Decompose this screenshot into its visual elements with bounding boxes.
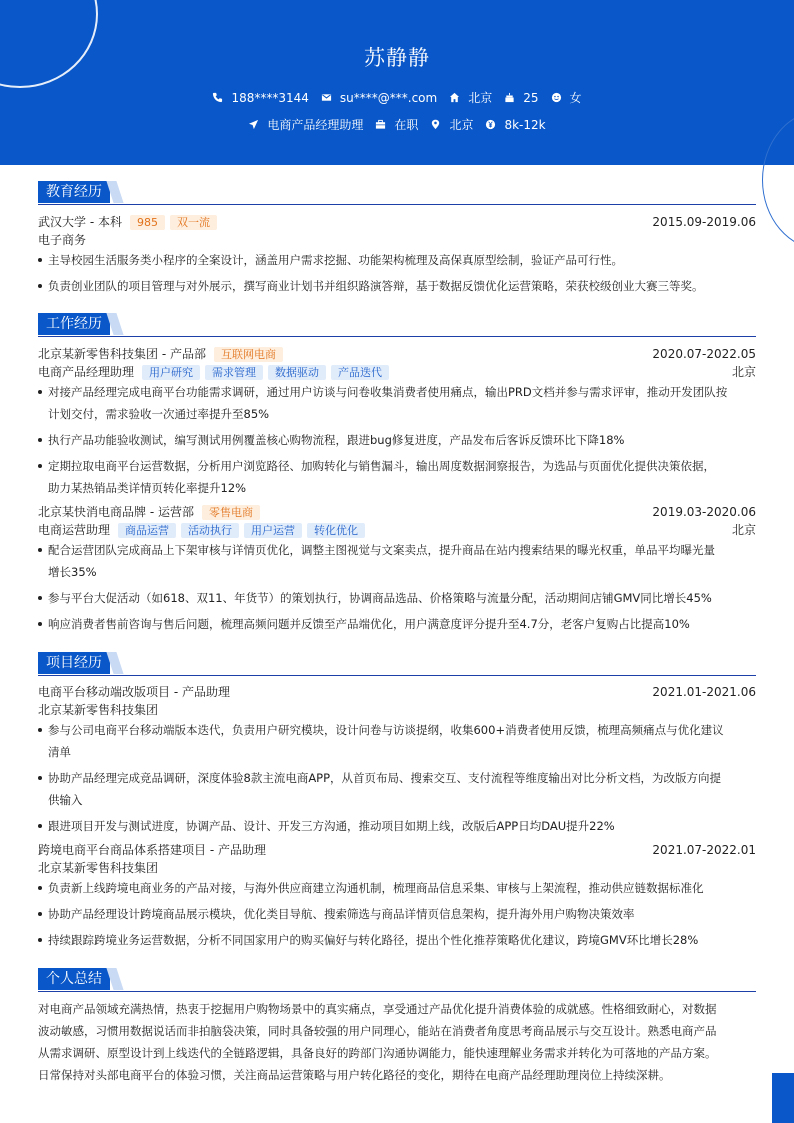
school-name: 武汉大学 - 本科 [38, 215, 122, 229]
skill-tag: 用户研究 [142, 365, 200, 380]
summary-line: 对电商产品领域充满热情，热衷于挖掘用户购物场景中的真实痛点，享受通过产品优化提升消费体验的成就感。性格细致耐心，对数据 [38, 1002, 717, 1016]
school-tag: 985 [130, 215, 165, 230]
city-info [449, 89, 492, 106]
work-location: 北京 [731, 523, 756, 537]
education-bullet: 负责创业团队的项目管理与对外展示，撰写商业计划书并组织路演答辩，基于数据反馈优化运营策略，荣获校级创业大赛三等奖。 [38, 275, 756, 297]
job-target-info [248, 116, 363, 133]
phone-icon [212, 92, 223, 103]
summary-section-header [38, 968, 756, 992]
project-bullet: 协助产品经理完成竞品调研，深度体验8款主流电商APP，从首页布局、搜索交互、支付流程等维度输出对比分析文档，为改版方向提 [38, 767, 756, 789]
industry-tag: 互联网电商 [214, 347, 283, 362]
education-date: 2015.09-2019.06 [652, 215, 756, 229]
job-title: 电商运营助理 [38, 523, 111, 537]
target-city-info [430, 116, 473, 133]
project-org-row [38, 860, 756, 876]
continuation-text: 助力某热销品类详情页转化率提升12% [48, 481, 247, 495]
project-row [38, 842, 756, 858]
work-title-row [38, 364, 756, 380]
work-bullet-continuation [38, 561, 756, 583]
company-name: 北京某新零售科技集团 - 产品部 [38, 347, 206, 361]
skill-tag: 活动执行 [181, 523, 239, 538]
skill-tag: 数据驱动 [268, 365, 326, 380]
continuation-text: 供输入 [48, 793, 83, 807]
work-bullet-continuation [38, 477, 756, 499]
home-icon [449, 92, 460, 103]
project-bullet: 参与公司电商平台移动端版本迭代，负责用户研究模块，设计问卷与访谈提纲，收集600+消费者使用反馈，梳理高频痛点与优化建议 [38, 719, 756, 741]
candidate-name: 苏静静 [364, 46, 430, 70]
age-text: 25 [523, 90, 539, 105]
phone-text: 188****3144 [231, 90, 309, 105]
work-bullet: 对接产品经理完成电商平台功能需求调研，通过用户访谈与问卷收集消费者使用痛点，输出PRD文档并参与需求评审，推动开发团队按 [38, 381, 756, 403]
summary-text [38, 998, 756, 1086]
project-row [38, 684, 756, 700]
email-text: su****@***.com [339, 90, 438, 105]
status-info [375, 116, 418, 133]
project-bullet: 跟进项目开发与测试进度，协调产品、设计、开发三方沟通，推动项目如期上线，改版后APP日均DAU提升22% [38, 815, 756, 837]
skill-tag: 需求管理 [205, 365, 263, 380]
age-info [504, 91, 538, 105]
section-title: 项目经历 [38, 652, 110, 674]
work-bullet: 参与平台大促活动（如618、双11、年货节）的策划执行，协调商品选品、价格策略与流量分配，活动期间店铺GMV同比增长45% [38, 587, 756, 609]
project-org-row [38, 702, 756, 718]
project-name: 电商平台移动端改版项目 - 产品助理 [38, 685, 230, 699]
work-section-header [38, 313, 756, 337]
work-bullet: 配合运营团队完成商品上下架审核与详情页优化，调整主图视觉与文案卖点，提升商品在站内搜索结果的曝光权重，单品平均曝光量 [38, 539, 756, 561]
project-date: 2021.07-2022.01 [652, 843, 756, 857]
work-company-row [38, 504, 756, 520]
work-date: 2020.07-2022.05 [652, 347, 756, 361]
resume-header [0, 0, 794, 165]
project-bullet: 持续跟踪跨境业务运营数据，分析不同国家用户的购买偏好与转化路径，提出个性化推荐策略优化建议，跨境GMV环比增长28% [38, 929, 756, 951]
salary-info [485, 118, 545, 132]
work-bullet: 定期拉取电商平台运营数据，分析用户浏览路径、加购转化与销售漏斗，输出周度数据洞察报告，为选品与页面优化提供决策依据， [38, 455, 756, 477]
phone-info [212, 91, 308, 105]
summary-line: 波动敏感，习惯用数据说话而非拍脑袋决策，同时具备较强的用户同理心，能站在消费者角度思考商品展示与交互设计。熟悉电商产品 [38, 1024, 717, 1038]
education-section-header [38, 181, 756, 205]
work-title-row [38, 522, 756, 538]
project-bullet: 负责新上线跨境电商业务的产品对接，与海外供应商建立沟通机制，梳理商品信息采集、审核与上架流程，推动供应链数据标准化 [38, 877, 756, 899]
company-name: 北京某快消电商品牌 - 运营部 [38, 505, 194, 519]
work-bullet-continuation [38, 403, 756, 425]
school-tag: 双一流 [170, 215, 217, 230]
work-date: 2019.03-2020.06 [652, 505, 756, 519]
job-target-text: 电商产品经理助理 [267, 118, 364, 132]
continuation-text: 清单 [48, 745, 71, 759]
work-bullet: 执行产品功能验收测试，编写测试用例覆盖核心购物流程，跟进bug修复进度，产品发布后客诉反馈环比下降18% [38, 429, 756, 451]
education-row [38, 214, 756, 230]
target-city-text: 北京 [449, 118, 474, 132]
project-name: 跨境电商平台商品体系搭建项目 - 产品助理 [38, 843, 266, 857]
cake-icon [504, 92, 515, 103]
project-org: 北京某新零售科技集团 [38, 703, 159, 717]
project-bullet: 协助产品经理设计跨境商品展示模块，优化类目导航、搜索筛选与商品详情页信息架构，提升海外用户购物决策效率 [38, 903, 756, 925]
education-bullet: 主导校园生活服务类小程序的全案设计，涵盖用户需求挖掘、功能架构梳理及高保真原型绘制，验证产品可行性。 [38, 249, 756, 271]
salary-text: 8k-12k [504, 117, 546, 132]
work-location: 北京 [731, 365, 756, 379]
location-pin-icon [430, 119, 441, 130]
continuation-text: 计划交付，需求验收一次通过率提升至85% [48, 407, 270, 421]
briefcase-icon [375, 119, 386, 130]
skill-tag: 用户运营 [244, 523, 302, 538]
skill-tag: 商品运营 [118, 523, 176, 538]
city-text: 北京 [468, 91, 493, 105]
summary-line: 从需求调研、原型设计到上线迭代的全链路逻辑，具备良好的跨部门沟通协调能力，能快速理解业务需求并转化为可落地的产品方案。 [38, 1046, 717, 1060]
email-info [321, 91, 437, 105]
status-text: 在职 [394, 118, 419, 132]
skill-tag: 产品迭代 [331, 365, 389, 380]
continuation-text: 增长35% [48, 565, 97, 579]
yuan-coin-icon [485, 119, 496, 130]
skill-tag: 转化优化 [307, 523, 365, 538]
gender-text: 女 [569, 91, 582, 105]
section-title: 教育经历 [38, 181, 110, 203]
major-name: 电子商务 [38, 233, 87, 247]
work-bullet: 响应消费者售前咨询与售后问题，梳理高频问题并反馈至产品端优化，用户满意度评分提升至4.7分，老客户复购占比提高10% [38, 613, 756, 635]
job-title: 电商产品经理助理 [38, 365, 135, 379]
section-title: 工作经历 [38, 313, 110, 335]
summary-line: 日常保持对头部电商平台的体验习惯，关注商品运营策略与用户转化路径的变化，期待在电商产品经理助理岗位上持续深耕。 [38, 1068, 671, 1082]
project-bullet-continuation [38, 741, 756, 763]
projects-section-header [38, 652, 756, 676]
mail-icon [321, 92, 332, 103]
project-org: 北京某新零售科技集团 [38, 861, 159, 875]
work-company-row [38, 346, 756, 362]
send-icon [248, 119, 259, 130]
decorative-corner-block [772, 1073, 794, 1123]
major-row [38, 232, 756, 248]
project-date: 2021.01-2021.06 [652, 685, 756, 699]
face-icon [551, 92, 562, 103]
intention-row [0, 116, 794, 133]
industry-tag: 零售电商 [202, 505, 260, 520]
gender-info [551, 89, 582, 106]
project-bullet-continuation [38, 789, 756, 811]
section-title: 个人总结 [38, 968, 110, 990]
contact-row [0, 89, 794, 106]
